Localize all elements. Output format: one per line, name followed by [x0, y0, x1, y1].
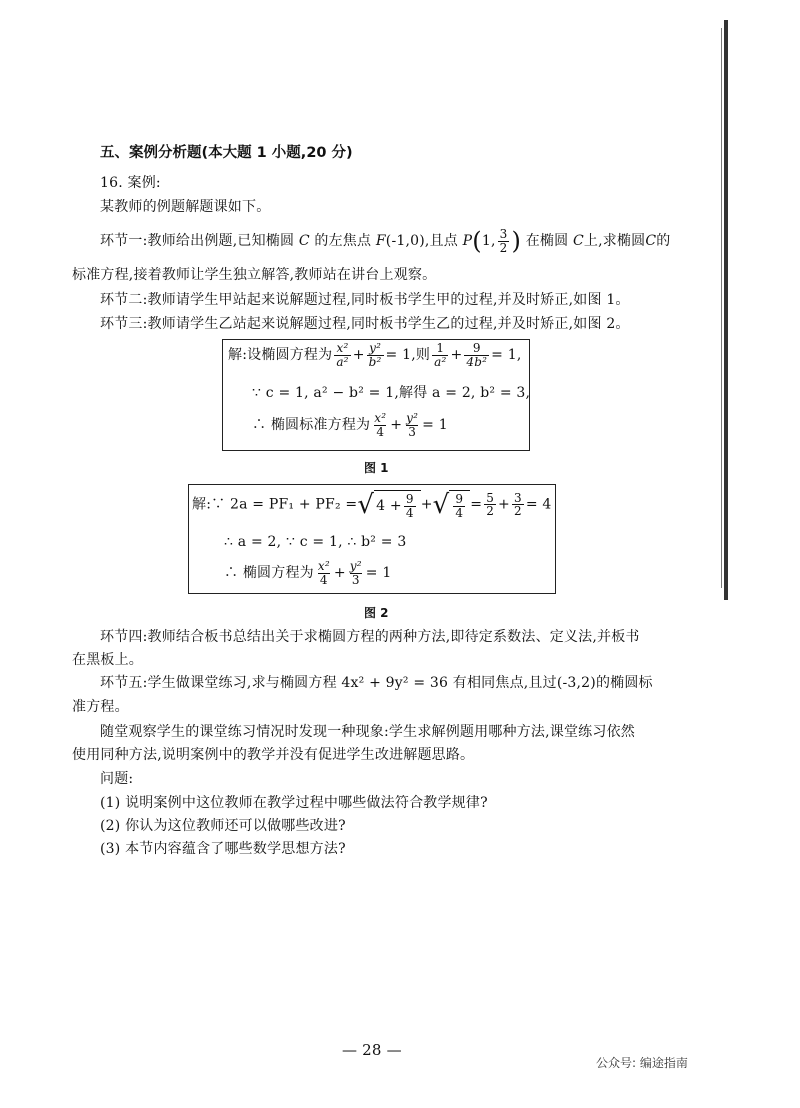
question-label: 问题: [100, 771, 134, 787]
fig2-l3-frac-x [316, 560, 332, 586]
step1-c3: C [645, 233, 657, 250]
fig2-line3: ∴ 椭圆方程为 $\frac{\text{x²}}{4}$ + $\frac{\text{y²}}{3}$ = 1 [224, 559, 392, 587]
fig1-one-den: a² [434, 354, 447, 369]
step1-p: P [462, 233, 473, 250]
fig2-l3-prefix: ∴ 椭圆方程为 [224, 565, 314, 582]
case-number: 16. 案例: [100, 175, 161, 191]
fig2-r2-frac [453, 493, 465, 519]
fig2-f3 [484, 492, 496, 518]
fig1-l3-d2: 3 [408, 424, 417, 439]
step1-text-e: 上,求椭圆 [583, 233, 646, 250]
fig2-line2: ∴ a = 2, ∵ c = 1, ∴ b² = 3 [224, 534, 407, 550]
fig2-sqrt1-body [374, 490, 421, 519]
fig1-end: = 1, [491, 347, 522, 364]
fig1-x2: x² [336, 341, 349, 355]
sqrt-sign: √ [432, 489, 450, 520]
figure2-caption: 图 2 [364, 606, 389, 620]
fig1-l3-prefix: ∴ 椭圆标准方程为 [252, 417, 371, 434]
step1-c1: C [298, 233, 310, 250]
fig1-a2: a² [336, 354, 349, 369]
fig1-frac-nine [464, 342, 489, 368]
fig2-end: = 4 [525, 496, 552, 513]
fig2-line1: 解:∵ 2a = PF₁ + PF₂ = √ 4 + $\frac{9}{4}$ + √ $\frac{9}{4}$ = $\frac{5}{2}$ + $\frac{3}{2}$ = 4 [192, 489, 552, 520]
fig1-l3-x2: x² [374, 411, 387, 425]
fig2-l3-d2: 3 [351, 572, 360, 587]
step4-line1: 环节四:教师结合板书总结出关于求椭圆方程的两种方法,即待定系数法、定义法,并板书 [100, 629, 640, 645]
step4-line2: 在黑板上。 [72, 652, 143, 668]
case-intro: 某教师的例题解题课如下。 [100, 199, 271, 215]
fig1-line2: ∵ c = 1, a² − b² = 1,解得 a = 2, b² = 3, [252, 385, 531, 401]
step1-text-f: 的 [656, 233, 671, 250]
fig2-r1-den: 4 [405, 505, 414, 520]
step1-text-c: ,且点 [424, 233, 458, 250]
fig2-f4-num: 3 [513, 490, 522, 505]
question-1: (1) 说明案例中这位教师在教学过程中哪些做法符合教学规律? [100, 795, 488, 811]
page-number: — 28 — [342, 1041, 402, 1059]
question-3: (3) 本节内容蕴含了哪些数学思想方法? [100, 841, 346, 857]
fig2-l3-frac-y [348, 560, 364, 586]
fig1-frac-one [432, 342, 448, 368]
step1-p-y-fraction [498, 228, 510, 254]
fig1-nine: 9 [472, 341, 481, 355]
fig2-sqrt2-body [449, 490, 470, 519]
scan-edge-line [721, 28, 722, 588]
fig1-l3-y2: y² [406, 411, 419, 425]
observation-line2: 使用同种方法,说明案例中的教学并没有促进学生改进解题思路。 [72, 747, 475, 763]
step1-f-coords: (-1,0) [385, 233, 425, 250]
figure1-caption: 图 1 [364, 461, 389, 475]
step1-c2: C [572, 233, 584, 250]
fig2-r1-frac [404, 493, 416, 519]
fig1-b2: b² [368, 354, 382, 369]
step1-f: F [375, 233, 386, 250]
fig1-l3-end: = 1 [422, 417, 448, 434]
section-title: 五、案例分析题(本大题 1 小题,20 分) [100, 145, 353, 161]
step1-p-x: 1, [481, 233, 496, 250]
fig1-one: 1 [436, 341, 445, 355]
fig1-l3-frac-x [372, 412, 388, 438]
fig2-l3-d1: 4 [319, 572, 328, 587]
fig2-r1-a: 4 + [376, 498, 402, 515]
sqrt-sign: √ [357, 489, 375, 520]
paren-right: ) [511, 227, 522, 256]
fig2-f3-den: 2 [486, 504, 495, 519]
fig2-f4-den: 2 [513, 504, 522, 519]
step1-text-b: 的左焦点 [314, 233, 372, 250]
fig2-sqrt1 [357, 490, 420, 519]
fig1-prefix: 解:设椭圆方程为 [228, 347, 333, 364]
fig2-r2-num: 9 [455, 492, 464, 506]
wechat-watermark: 公众号: 编途指南 [596, 1056, 688, 1070]
observation-line1: 随堂观察学生的课堂练习情况时发现一种现象:学生求解例题用哪种方法,课堂练习依然 [100, 724, 635, 740]
fig2-f4 [512, 492, 524, 518]
fig1-l3-frac-y [404, 412, 420, 438]
step1-line1 [100, 228, 670, 254]
fig2-prefix: 解:∵ 2a = PF₁ + PF₂ = [192, 496, 358, 513]
fig1-mid: = 1,则 [385, 347, 431, 364]
fig2-sqrt2 [433, 490, 471, 519]
fig2-l3-end: = 1 [365, 565, 392, 582]
fig2-l3-x2: x² [317, 559, 330, 573]
fig2-r2-den: 4 [455, 505, 464, 520]
step2: 环节二:教师请学生甲站起来说解题过程,同时板书学生甲的过程,并及时矫正,如图 1。 [100, 292, 630, 308]
fig1-frac-x [334, 342, 350, 368]
fig1-y2: y² [369, 341, 382, 355]
paren-left: ( [472, 227, 482, 256]
fig2-r1-num: 9 [405, 492, 414, 506]
fig1-frac-y [367, 342, 384, 368]
step1-text-a: 环节一:教师给出例题,已知椭圆 [100, 233, 295, 250]
fig2-l3-y2: y² [349, 559, 362, 573]
step1-p-y-num: 3 [499, 227, 508, 241]
fig2-f3-num: 5 [486, 490, 495, 505]
step1-line2: 标准方程,接着教师让学生独立解答,教师站在讲台上观察。 [72, 267, 437, 283]
fig1-l3-d1: 4 [376, 424, 385, 439]
step1-p-y-den: 2 [499, 240, 508, 255]
fig1-line1: 解:设椭圆方程为 $\frac{\text{x²}}{\text{a²}}$ + $\frac{\text{y²}}{\text{b²}}$ = 1,则 $\frac{1}{\text{a²}}$ + $\frac{9}{\text{4b²}}$ = 1, [228, 341, 522, 369]
question-2: (2) 你认为这位教师还可以做哪些改进? [100, 818, 346, 834]
scan-edge-shadow [724, 20, 728, 600]
step5-line2: 准方程。 [72, 699, 129, 715]
fig1-line3: ∴ 椭圆标准方程为 $\frac{\text{x²}}{4}$ + $\frac{\text{y²}}{3}$ = 1 [252, 411, 448, 439]
step1-text-d: 在椭圆 [525, 233, 569, 250]
fig1-nine-den: 4b² [466, 354, 488, 369]
step5-line1: 环节五:学生做课堂练习,求与椭圆方程 4x² + 9y² = 36 有相同焦点,且过(-3,2)的椭圆标 [100, 675, 653, 691]
step3: 环节三:教师请学生乙站起来说解题过程,同时板书学生乙的过程,并及时矫正,如图 2。 [100, 316, 630, 332]
